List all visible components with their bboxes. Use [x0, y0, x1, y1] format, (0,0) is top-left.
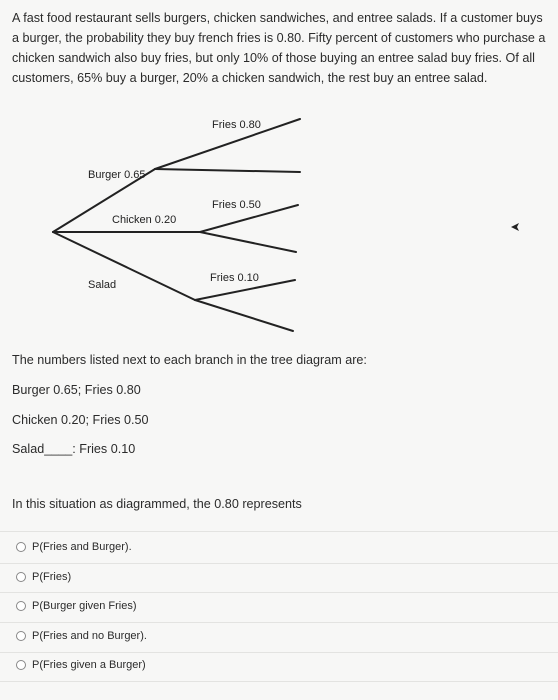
branch-line-burger: Burger 0.65; Fries 0.80: [12, 383, 141, 397]
label-burger: Burger 0.65: [88, 169, 146, 181]
branch-line-chicken: Chicken 0.20; Fries 0.50: [12, 413, 149, 427]
option-label: P(Burger given Fries): [32, 600, 137, 612]
branch-burger-nofries: [155, 169, 300, 172]
option-label: P(Fries): [32, 571, 72, 583]
option-label: P(Fries given a Burger): [32, 659, 146, 671]
label-fries-chicken: Fries 0.50: [212, 199, 261, 211]
option-label: P(Fries and Burger).: [32, 541, 132, 553]
label-fries-burger: Fries 0.80: [212, 119, 261, 131]
branch-chicken-nofries: [200, 232, 296, 252]
branch-salad-nofries: [195, 300, 293, 331]
divider: [0, 592, 558, 593]
cursor-icon: [510, 222, 520, 232]
option-fries-and-burger[interactable]: [16, 541, 132, 553]
salad-prefix: Salad: [12, 442, 45, 456]
tree-branches: [50, 105, 310, 340]
salad-blank: ____: [44, 442, 73, 456]
branches-intro: The numbers listed next to each branch in the tree diagram are:: [12, 353, 367, 367]
divider: [0, 652, 558, 653]
salad-suffix: : Fries 0.10: [72, 442, 136, 456]
option-fries-given-burger[interactable]: [16, 659, 146, 671]
option-fries-and-no-burger[interactable]: [16, 630, 147, 642]
question-text: In this situation as diagrammed, the 0.80 represents: [12, 497, 302, 511]
option-label: P(Fries and no Burger).: [32, 630, 147, 642]
divider: [0, 681, 558, 682]
radio-icon[interactable]: [16, 601, 26, 611]
label-fries-salad: Fries 0.10: [210, 272, 259, 284]
branch-salad: [53, 232, 195, 300]
branch-line-salad: [12, 442, 135, 456]
radio-icon[interactable]: [16, 660, 26, 670]
tree-diagram: [50, 105, 310, 345]
divider: [0, 531, 558, 532]
divider: [0, 563, 558, 564]
divider: [0, 622, 558, 623]
label-chicken: Chicken 0.20: [112, 214, 177, 226]
radio-icon[interactable]: [16, 572, 26, 582]
option-fries[interactable]: [16, 571, 71, 583]
radio-icon[interactable]: [16, 631, 26, 641]
problem-text: A fast food restaurant sells burgers, chicken sandwiches, and entree salads. If a customer buys a burger, the probability they buy french fries is 0.80. Fifty percent of customers who purchase a chicken sandwich also buy fries, but only 10% of those buying an entree salad buy fries. Of all customers, 65% buy a burger, 20% a chicken sandwich, the rest buy an entree salad.: [12, 11, 546, 85]
radio-icon[interactable]: [16, 542, 26, 552]
option-burger-given-fries[interactable]: [16, 600, 137, 612]
label-salad: Salad: [88, 279, 117, 291]
